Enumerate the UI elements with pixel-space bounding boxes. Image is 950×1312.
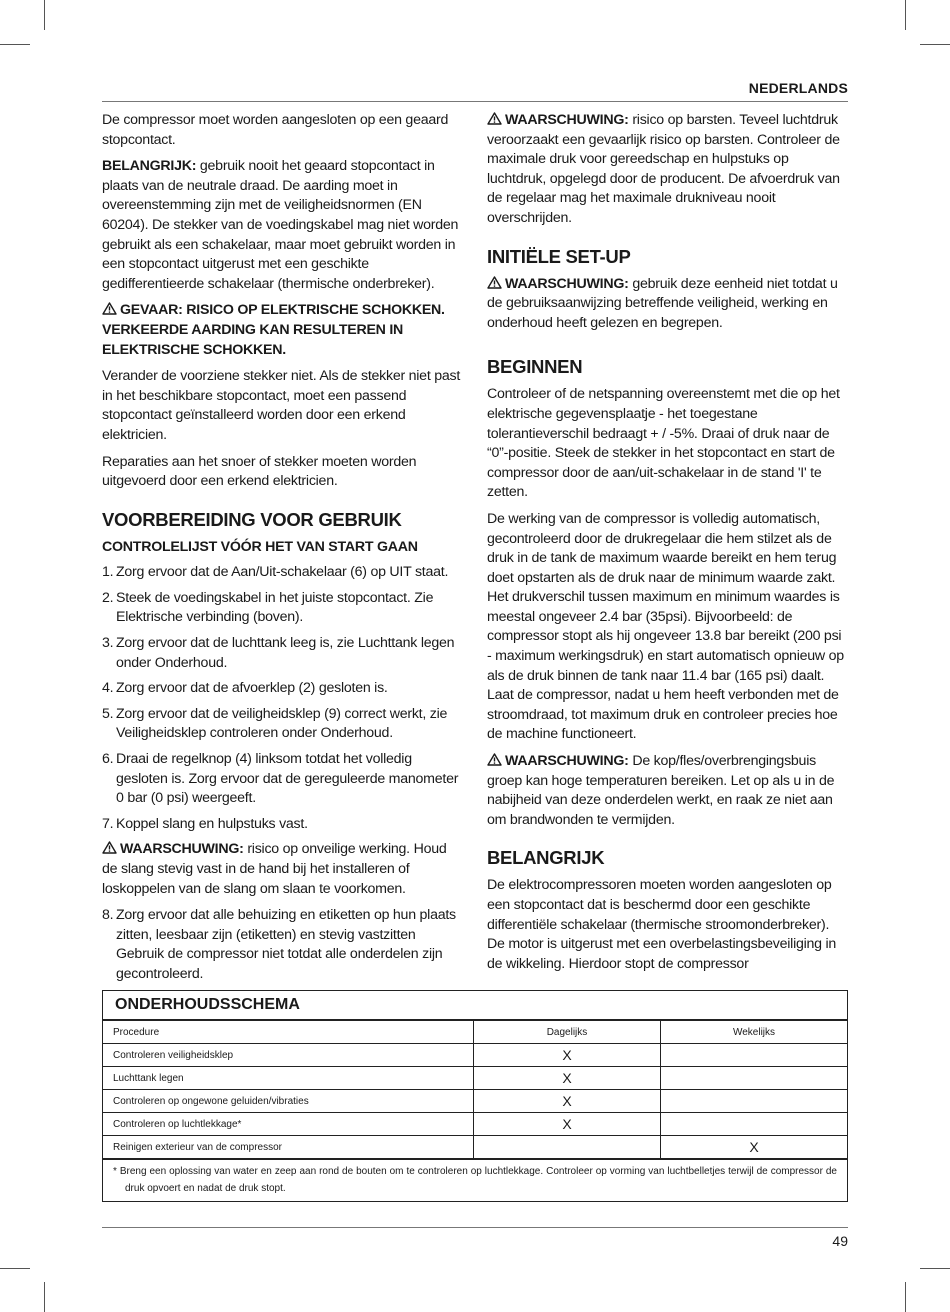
warning-hose: WAARSCHUWING: risico op onveilige werking. Houd de slang stevig vast in de hand bij het installeren of loskoppelen van de slang om slaan te voorkomen. [102, 841, 447, 897]
list-item: 2. Steek de voedingskabel in het juiste stopcontact. Zie Elektrische verbinding (boven). [102, 589, 434, 626]
section-title-important: BELANGRIJK [487, 847, 605, 869]
footer-rule [102, 1227, 848, 1228]
danger-text: GEVAAR: RISICO OP ELEKTRISCHE SCHOKKEN. VERKEERDE AARDING KAN RESULTEREN IN ELEKTRISCHE SCHOKKEN. [102, 302, 445, 358]
important-text: gebruik nooit het geaard stopcontact in plaats van de neutrale draad. De aarding moet in overeenstemming zijn met de veiligheidsnormen (EN 60204). De stekker van de voedingskabel mag niet worden gebruikt als een schakelaar, maar moet gebruikt worden in een stopcontact uitgerust met een geschikte gedifferentieerde schakelaar (thermische onderbreker). [102, 158, 459, 292]
crop-mark [920, 1268, 950, 1269]
crop-mark [0, 44, 30, 45]
list-item: 1. Zorg ervoor dat de Aan/Uit-schakelaar (6) op UIT staat. [102, 564, 449, 581]
list-item: 8. Zorg ervoor dat alle behuizing en etiketten op hun plaats zitten, leesbaar zijn (etiketten) en stevig vastzitten Gebruik de compressor niet totdat alle onderdelen zijn gecontroleerd. [102, 907, 456, 982]
header-rule [102, 101, 848, 102]
crop-mark [905, 0, 906, 30]
crop-mark [905, 1282, 906, 1312]
list-item: 5. Zorg ervoor dat de veiligheidsklep (9) correct werkt, zie Veiligheidsklep controleren onder Onderhoud. [102, 705, 448, 742]
schedule-title: ONDERHOUDSSCHEMA [103, 991, 847, 1020]
list-item: 7. Koppel slang en hulpstuks vast. [102, 815, 308, 832]
schedule-footnote: * Breng een oplossing van water en zeep aan rond de bouten om te controleren op luchtlekkage. Controleer op vorming van luchtbelletjes terwijl de compressor de druk opvoert en nadat de druk stopt. [103, 1159, 847, 1201]
header-procedure: Procedure [103, 1021, 474, 1044]
danger-warning [102, 301, 464, 360]
paragraph-repairs: Reparaties aan het snoer of stekker moeten worden uitgevoerd door een erkend elektricien. [102, 453, 417, 490]
paragraph-operation: De werking van de compressor is volledig automatisch, gecontroleerd door de drukregelaar die hem stilzet als de druk in de tank de maximum waarde bereikt en hem terug doet opstarten als de druk naar de minimum waarde zakt. Het drukverschil tussen maximum en minimum waardes is meestal ongeveer 2.4 bar (35psi). Bijvoorbeeld: de compressor stopt als hij ongeveer 13.8 bar bereikt (200 psi - maximum werkingsdruk) en start automatisch opnieuw op als de druk binnen de tank naar 11.4 bar (165 psi) daalt. Laat de compressor, nadat u hem heeft verbonden met de stroomdraad, tot maximum druk en controleer precies hoe de machine functioneert. [487, 510, 844, 743]
warning-triangle-icon [487, 276, 502, 289]
table-row: Controleren op ongewone geluiden/vibraties X [103, 1090, 847, 1113]
page-number: 49 [832, 1233, 848, 1249]
list-item: 6. Draai de regelknop (4) linksom totdat het volledig gesloten is. Zorg ervoor dat de gereguleerde manometer 0 bar (0 psi) weergeeft. [102, 751, 459, 807]
paragraph-differential-switch: De elektrocompressoren moeten worden aangesloten op een stopcontact dat is beschermd door een geschikte differentiële schakelaar (thermische stroomonderbreker). De motor is uitgerust met een overbelastingsbeveiliging in de wikkeling. Hierdoor stopt de compressor [487, 877, 837, 972]
warning-triangle-icon [487, 112, 502, 125]
warning-label: WAARSCHUWING: [505, 112, 629, 128]
crop-mark [920, 44, 950, 45]
warning-label: WAARSCHUWING: [505, 275, 629, 292]
checklist-continued [102, 906, 464, 984]
paragraph-voltage: Controleer of de netspanning overeenstemt met die op het elektrische gegevensplaatje - het toegestane tolerantieverschil bedraagt + / -5%. Draai of druk naar de “0”-positie. Steek de stekker in het stopcontact en start de compressor door de aan/uit-schakelaar in de stand 'I' te zetten. [487, 386, 840, 501]
section-title-begin: BEGINNEN [487, 356, 583, 378]
crop-mark [44, 0, 45, 30]
paragraph-grounded-outlet: De compressor moet worden aangesloten op een geaard stopcontact. [102, 112, 449, 148]
warning-manual: WAARSCHUWING: gebruik deze eenheid niet totdat u de gebruiksaanwijzing betreffende veiligheid, werking en onderhoud heeft gelezen en begrepen. [487, 275, 838, 331]
paragraph-important [102, 157, 464, 294]
warning-burst: WAARSCHUWING: risico op barsten. Teveel luchtdruk veroorzaakt een gevaarlijk risico op barsten. Controleer de maximale druk voor gereedschap en hulpstuks op luchtdruk, opgelegd door de producent. De afvoerdruk van de regelaar mag het maximale drukniveau nooit overschrijden. [487, 112, 840, 226]
paragraph-plug: Verander de voorziene stekker niet. Als de stekker niet past in het beschikbare stopcontact, moet een passend stopcontact geïnstalleerd worden door een erkend elektricien. [102, 368, 461, 443]
table-row: Controleren veiligheidsklep X [103, 1044, 847, 1067]
checklist-title: CONTROLELIJST VÓÓR HET VAN START GAAN [102, 538, 418, 555]
warning-label: WAARSCHUWING: [120, 841, 244, 858]
table-header-row [103, 1021, 847, 1044]
warning-triangle-icon [102, 302, 117, 315]
section-title-setup: INITIËLE SET-UP [487, 245, 631, 267]
language-header: NEDERLANDS [748, 80, 848, 96]
warning-triangle-icon [102, 841, 117, 854]
maintenance-schedule [102, 990, 848, 1202]
table-row: Controleren op luchtlekkage* X [103, 1113, 847, 1136]
crop-mark [0, 1268, 30, 1269]
section-title-preparation: VOORBEREIDING VOOR GEBRUIK [102, 508, 402, 530]
left-column [102, 111, 464, 991]
right-column [487, 111, 849, 981]
warning-hot-surfaces: WAARSCHUWING: De kop/fles/overbrengingsbuis groep kan hoge temperaturen bereiken. Let op als u in de nabijheid van deze onderdelen werkt, en raak ze niet aan om brandwonden te vermijden. [487, 753, 835, 828]
crop-mark [44, 1282, 45, 1312]
checklist [102, 563, 464, 834]
list-item: 3. Zorg ervoor dat de luchttank leeg is, zie Luchttank legen onder Onderhoud. [102, 635, 455, 671]
warning-label: WAARSCHUWING: [505, 753, 629, 770]
header-daily: Dagelijks [474, 1021, 661, 1044]
schedule-table [103, 1020, 847, 1159]
list-item: 4. Zorg ervoor dat de afvoerklep (2) gesloten is. [102, 680, 388, 697]
table-row: Luchttank legen X [103, 1067, 847, 1090]
important-label: BELANGRIJK: [102, 158, 197, 175]
warning-triangle-icon [487, 753, 502, 766]
header-weekly: Wekelijks [661, 1021, 848, 1044]
table-row: Reinigen exterieur van de compressor X [103, 1136, 847, 1159]
